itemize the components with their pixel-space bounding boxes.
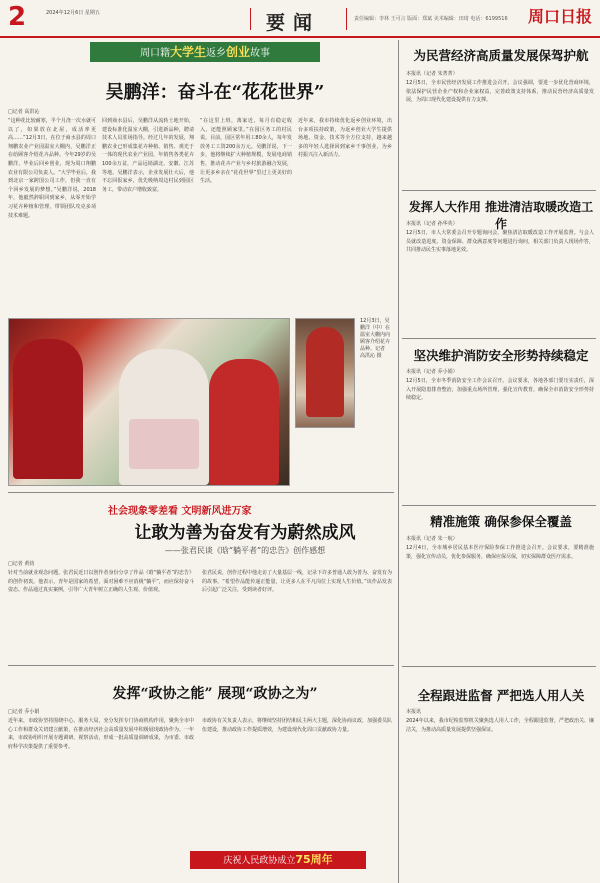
right-body-1: 12月5日，全市民营经济发展工作推进会召开。会议强调，要进一步优化营商环境，依法保护民营企业产权和企业家权益，完善政策支持体系，推动民营经济高质量发展，为周口现代化建设提供有力支撑。 <box>406 80 594 104</box>
feature-headline: 吴鹏洋：奋斗在“花花世界” <box>105 82 325 103</box>
virtue-subheadline: ——张君民谈《晗“躺平者”的忠告》创作感想 <box>164 546 326 555</box>
virtue-body-a: 针对当前就业观念问题，张君民近日以创作者身份分享了作品《晗“躺平者”的忠告》的创作初衷。他表示，青年是国家的希望，面对困难不应消极“躺平”，而应保持奋斗姿态。作品通过真实案例，引导广大青年树立正确的人生观、价值观。 <box>8 570 194 594</box>
feature-body-col4: 近年来，我市持续优化返乡创业环境，出台多项扶持政策，为返乡创业大学生提供场地、资金、技术等全方位支持，越来越多的年轻人选择回到家乡干事创业，为乡村振兴注入新活力。 <box>298 118 392 159</box>
section-divider <box>402 666 596 667</box>
photo-figure <box>209 359 279 485</box>
right-body-4: 12月4日，全市城乡居民基本医疗保险参保工作推进会召开。会议要求，要精准施策，强化宣传动员，优化参保服务，确保应保尽保，切实保障群众医疗需求。 <box>406 545 594 560</box>
cppcc-body-a: 近年来，市政协坚持围绕中心、服务大局，充分发挥专门协商机构作用，聚焦全市中心工作和群众关切建言献策，在推动经济社会高质量发展中积极展现政协作为。一年来，市政协组织开展专题调研、视察活动，形成一批高质量调研成果，为市委、市政府科学决策提供了重要参考。 <box>8 718 194 750</box>
feature-body-col3: “在这里上班，离家近，每月有稳定收入，还能照顾家里。”在园区务工的村民说。目前，园区常年用工80余人，每年发放务工工资200余万元。吴鹏洋说，下一步，他将继续扩大种植规模，发展电商销售，推动花卉产业与乡村旅游融合发展，让更多乡亲在“花花世界”里过上更美好的生活。 <box>200 118 292 185</box>
right-byline-2: 本报讯（记者 孙华英） <box>406 221 458 227</box>
right-title-1: 为民营经济高质量发展保驾护航 <box>413 48 589 63</box>
feature-byline: □记者 高洪沁 <box>8 109 40 115</box>
virtue-body-b: 张君民说，创作过程中他走访了大量基层一线，记录下许多普通人敢为善为、奋发有为的故事。“希望作品能传递正能量，让更多人在平凡岗位上实现人生价值。”该作品发表后引起广泛关注，受到读者好评。 <box>202 570 392 594</box>
editor-meta: 责任编辑：李林 王可言 版面：郑斌 美术编辑：田琦 电话：6199516 <box>354 16 508 22</box>
feature-body-col1: “这种花比较耐寒，半个月浇一次水就可以了，如果放在北屋，成活率更高……”12月3日，在位于商水县的周口翔鹏农业产业园温室大棚内，吴鹏洋正在给顾客介绍花卉品种。今年29岁的吴鹏洋，毕业后回乡创业，现为周口翔鹏农业有限公司负责人。“大学毕业后，我到北京一家跨国公司工作，但我一直有个回乡发展的梦想。”吴鹏洋说，2018年，他毅然辞职回到家乡，从零开始学习花卉种植和管理，带领团队攻克多项技术难题。 <box>8 118 96 219</box>
feature-body-col2: 回到商水县后，吴鹏洋从流转土地开始，建设标准化温室大棚，引进新品种，聘请技术人员驻场指导。经过几年的发展，翔鹏农业已形成集花卉种植、销售、观光于一体的现代农业产业园，年销售各类花卉100余万盆，产品远销湖北、安徽、江苏等地。吴鹏洋表示，企业发展壮大后，他不忘回报家乡，优先吸纳周边村民到园区务工，带动农户增收致富。 <box>102 118 194 193</box>
right-title-4: 精准施策 确保参保全覆盖 <box>430 514 572 529</box>
virtue-byline: □记者 黄钧 <box>8 561 35 567</box>
photo-flowers <box>129 419 199 469</box>
divider <box>346 8 347 30</box>
date-line: 2024年12月6日 星期五 <box>46 10 100 16</box>
newspaper-logo: 周口日报 <box>528 7 593 26</box>
feature-photo <box>8 318 290 486</box>
section-divider <box>402 190 596 191</box>
right-byline-3: 本报讯（记者 乔小娟） <box>406 369 458 375</box>
feature-banner: 周口籍大学生返乡创业故事 <box>90 42 320 62</box>
right-title-5: 全程跟进监督 严把选人用人关 <box>417 688 585 703</box>
masthead <box>0 0 600 38</box>
cppcc-headline: 发挥“政协之能” 展现“政协之为” <box>112 686 318 702</box>
photo-caption: 12月3日，吴鹏洋（中）在温室大棚内向顾客介绍花卉品种。记者 高洪沁 摄 <box>360 318 391 359</box>
right-body-3: 12月5日，全市冬季消防安全工作会议召开。会议要求，各地各部门要压实责任，深入开展隐患排查整治，加强重点场所管理，强化宣传教育，确保全市消防安全形势持续稳定。 <box>406 378 594 402</box>
cppcc-body-b: 市政协有关负责人表示，将继续坚持团结和民主两大主题，深化协商议政，加强委员队伍建设，推动政协工作提质增效，为建设现代化周口贡献政协力量。 <box>202 718 392 733</box>
section-divider <box>8 492 394 493</box>
section-title: 要闻 <box>266 12 321 34</box>
virtue-headline: 让敢为善为奋发有为蔚然成风 <box>134 523 356 543</box>
section-divider <box>8 665 394 666</box>
right-body-5: 2024年以来，我市纪检监察机关聚焦选人用人工作，全程跟进监督，严把政治关、廉洁关，为推动高质量发展提供坚强保证。 <box>406 718 594 733</box>
right-byline-5: 本报讯 <box>406 709 422 715</box>
column-divider <box>398 40 399 883</box>
right-title-3: 坚决维护消防安全形势持续稳定 <box>413 348 589 363</box>
section-divider <box>402 338 596 339</box>
feature-photo-small <box>295 318 355 428</box>
page-number: 2 <box>8 2 27 32</box>
divider <box>250 8 251 30</box>
right-byline-4: 本报讯（记者 朱一航） <box>406 536 458 542</box>
section-divider <box>402 505 596 506</box>
photo-figure <box>306 327 344 417</box>
right-body-2: 12月5日，市人大常委会召开专题询问会，聚焦清洁取暖改造工作开展监督。与会人员就改造进度、资金保障、群众满意度等问题进行询问，相关部门负责人现场作答，共同推动民生实事落地见效。 <box>406 230 594 254</box>
right-title-2: 发挥人大作用 推进清洁取暖改造工作 <box>408 200 594 231</box>
photo-figure <box>13 339 83 479</box>
right-byline-1: 本报讯（记者 朱菁菁） <box>406 71 458 77</box>
virtue-banner: 社会现象零差看 文明新风进万家 <box>108 506 252 517</box>
cppcc-byline: □记者 乔小娟 <box>8 709 40 715</box>
anniversary-banner: 庆祝人民政协成立75周年 <box>190 851 366 869</box>
